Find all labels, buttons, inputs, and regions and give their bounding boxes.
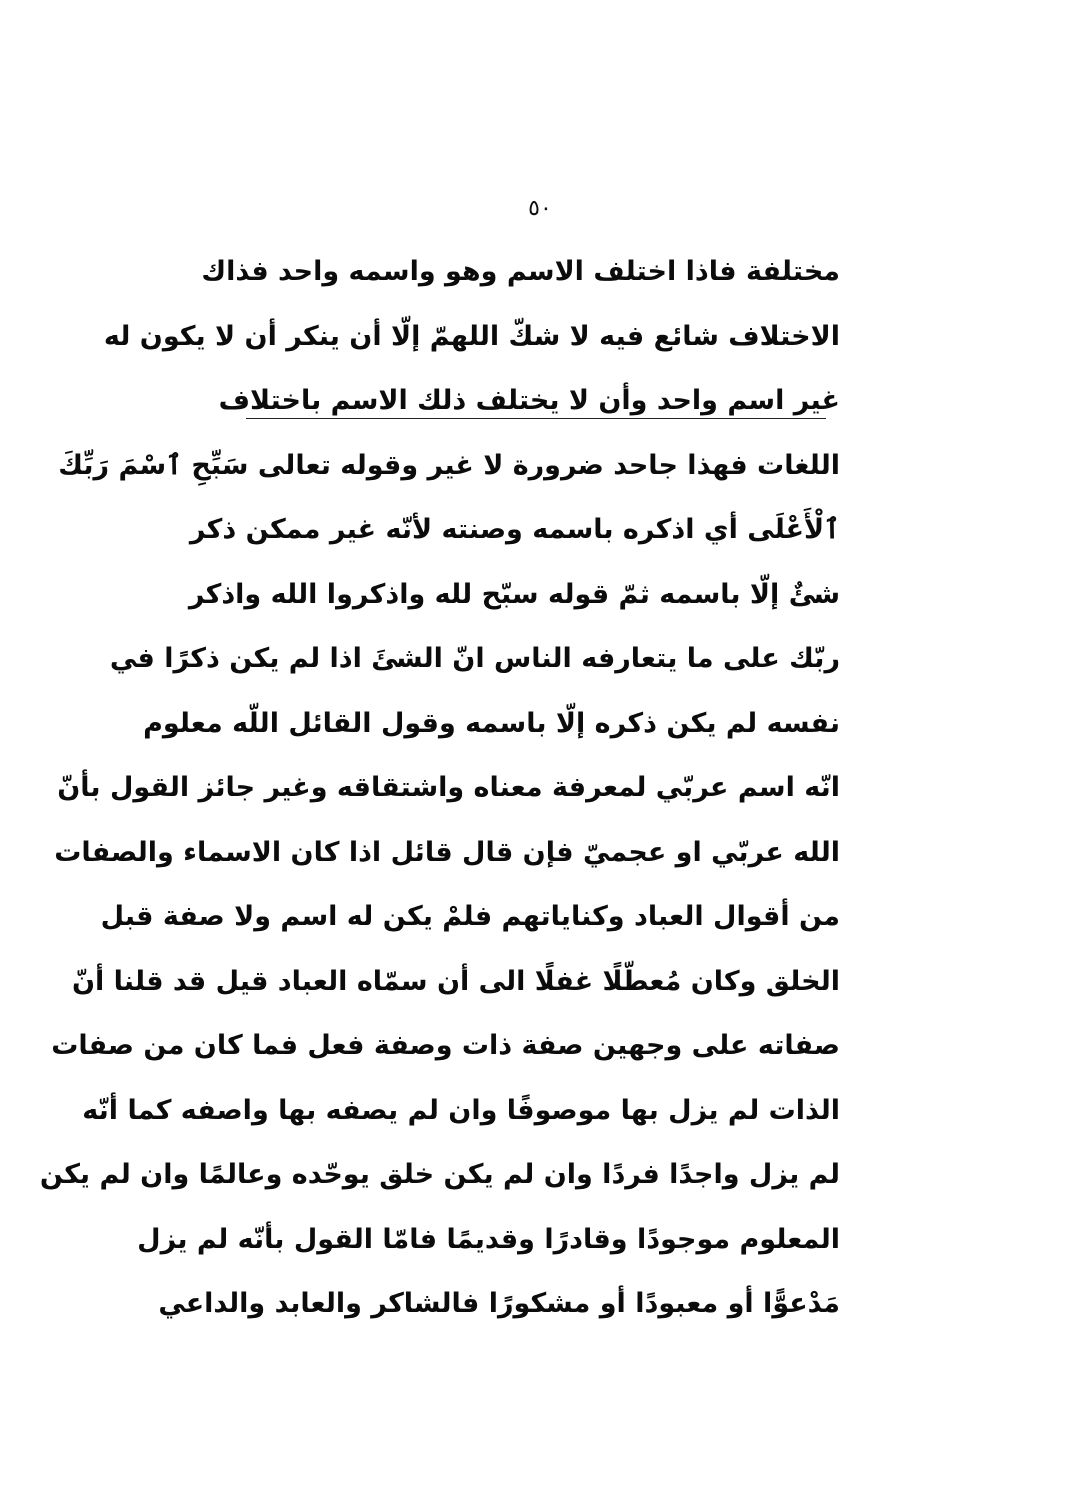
text-line: انّه اسم عربّي لمعرفة معناه واشتقاقه وغير جائز القول بأنّ [57, 772, 840, 803]
text-line: من أقوال العباد وكناياتهم فلمْ يكن له اسم ولا صفة قبل [100, 901, 840, 932]
text-line: الذات لم يزل بها موصوفًا وان لم يصفه بها واصفه كما أنّه [82, 1094, 840, 1126]
page-number: ٥٠ [528, 196, 552, 221]
text-line: الخلق وكان مُعطّلًا غفلًا الى أن سمّاه العباد قيل قد قلنا أنّ [71, 965, 840, 997]
text-line: اللغات فهذا جاحد ضرورة لا غير وقوله تعالى سَبِّحِ ٱسْمَ رَبِّكَ [58, 449, 840, 481]
text-line: مَدْعوًّا أو معبودًا أو مشكورًا فالشاكر والعابد والداعي [158, 1288, 840, 1319]
text-line: مختلفة فاذا اختلف الاسم وهو واسمه واحد فذاك [201, 256, 840, 287]
text-line: ٱلْأَعْلَى أي اذكره باسمه وصنته لأنّه غير ممكن ذكر [189, 514, 840, 545]
text-line: غير اسم واحد وأن لا يختلف ذلك الاسم باختلاف [218, 385, 840, 416]
text-line: لم يزل واجدًا فردًا وان لم يكن خلق يوحّده وعالمًا وان لم يكن [39, 1159, 840, 1190]
text-line: نفسه لم يكن ذكره إلّا باسمه وقول القائل اللّه معلوم [143, 707, 840, 739]
text-line: المعلوم موجودًا وقادرًا وقديمًا فامّا القول بأنّه لم يزل [137, 1223, 840, 1255]
text-line: شئٌ إلّا باسمه ثمّ قوله سبّح لله واذكروا الله واذكر [188, 578, 840, 610]
text-line: صفاته على وجهين صفة ذات وصفة فعل فما كان من صفات [51, 1030, 840, 1061]
text-line: ربّك على ما يتعارفه الناس انّ الشئَ اذا لم يكن ذكرًا في [109, 643, 840, 674]
body-text [39, 240, 840, 1337]
text-line: الله عربّي او عجميّ فإن قال قائل اذا كان الاسماء والصفات [54, 836, 840, 868]
text-line: الاختلاف شائع فيه لا شكّ اللهمّ إلّا أن ينكر أن لا يكون له [103, 320, 840, 352]
